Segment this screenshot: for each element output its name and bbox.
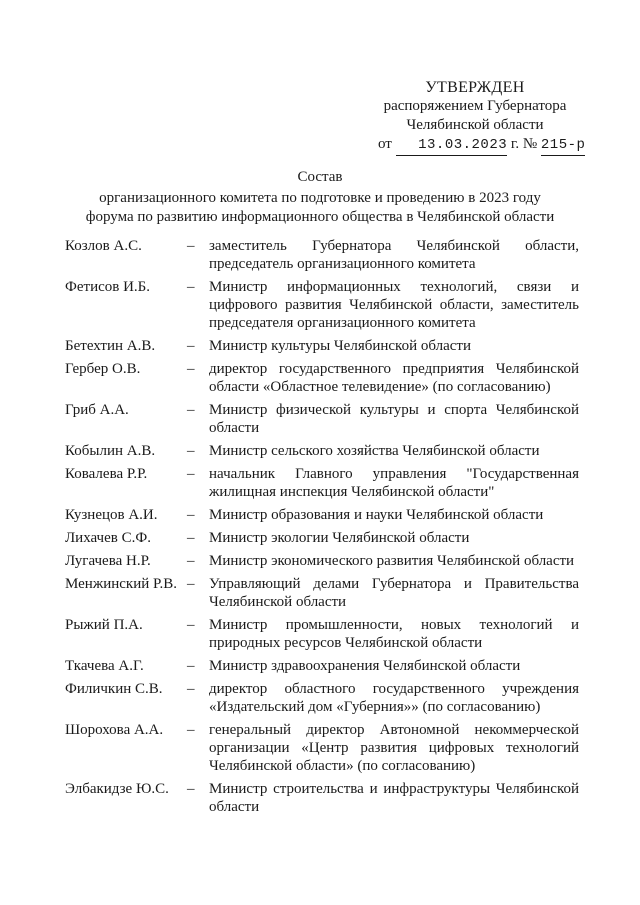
member-dash: – bbox=[187, 553, 195, 569]
member-name: Ковалева Р.Р. bbox=[65, 466, 148, 482]
member-dash: – bbox=[187, 658, 195, 674]
document-title: Состав bbox=[297, 169, 343, 185]
approval-title: УТВЕРЖДЕН bbox=[425, 79, 525, 96]
member-role: генеральный директор Автономной некоммерческой организации «Центр развития цифровых технологий Челябинской области» (по согласованию) bbox=[209, 722, 579, 774]
member-role: Министр экономического развития Челябинской области bbox=[209, 553, 575, 569]
member-row bbox=[65, 575, 579, 611]
member-role: Министр промышленности, новых технологий и природных ресурсов Челябинской области bbox=[209, 617, 579, 651]
member-role: заместитель Губернатора Челябинской области, председатель организационного комитета bbox=[209, 238, 579, 272]
approval-region: Челябинской области bbox=[406, 117, 544, 133]
date-value: 13.03.2023 bbox=[418, 137, 508, 153]
member-dash: – bbox=[187, 402, 195, 418]
approval-date-line bbox=[378, 135, 586, 156]
member-dash: – bbox=[187, 361, 195, 377]
member-dash: – bbox=[187, 507, 195, 523]
member-row bbox=[65, 360, 579, 396]
member-dash: – bbox=[187, 338, 195, 354]
member-role: Министр образования и науки Челябинской области bbox=[209, 507, 544, 523]
date-blank bbox=[396, 135, 508, 156]
member-row bbox=[65, 401, 579, 437]
member-name: Гриб А.А. bbox=[65, 402, 129, 418]
member-role: директор государственного предприятия Челябинской области «Областное телевидение» (по согласованию) bbox=[209, 361, 579, 395]
member-row bbox=[65, 442, 579, 460]
member-name: Кобылин А.В. bbox=[65, 443, 156, 459]
member-dash: – bbox=[187, 681, 195, 697]
member-row bbox=[65, 337, 579, 355]
member-name: Элбакидзе Ю.С. bbox=[65, 781, 169, 797]
member-dash: – bbox=[187, 238, 195, 254]
member-row bbox=[65, 721, 579, 775]
member-dash: – bbox=[187, 781, 195, 797]
member-name: Лугачева Н.Р. bbox=[65, 553, 151, 569]
member-row bbox=[65, 616, 579, 652]
member-role: Управляющий делами Губернатора и Правительства Челябинской области bbox=[209, 576, 579, 610]
member-row bbox=[65, 680, 579, 716]
member-row bbox=[65, 465, 579, 501]
member-dash: – bbox=[187, 722, 195, 738]
member-role: Министр строительства и инфраструктуры Челябинской области bbox=[209, 781, 579, 815]
member-name: Гербер О.В. bbox=[65, 361, 141, 377]
member-row bbox=[65, 506, 579, 524]
member-row bbox=[65, 237, 579, 273]
member-name: Ткачева А.Г. bbox=[65, 658, 144, 674]
member-dash: – bbox=[187, 617, 195, 633]
member-name: Фетисов И.Б. bbox=[65, 279, 151, 295]
member-name: Шорохова А.А. bbox=[65, 722, 164, 738]
member-row bbox=[65, 278, 579, 332]
member-role: Министр здравоохранения Челябинской области bbox=[209, 658, 521, 674]
order-number: 215-р bbox=[541, 136, 586, 156]
member-role: директор областного государственного учреждения «Издательский дом «Губерния»» (по согласованию) bbox=[209, 681, 579, 715]
member-name: Лихачев С.Ф. bbox=[65, 530, 151, 546]
member-name: Козлов А.С. bbox=[65, 238, 142, 254]
member-role: Министр экологии Челябинской области bbox=[209, 530, 470, 546]
heading-line-3: форума по развитию информационного общества в Челябинской области bbox=[85, 209, 555, 225]
member-role: Министр сельского хозяйства Челябинской области bbox=[209, 443, 540, 459]
member-row bbox=[65, 529, 579, 547]
member-name: Бетехтин А.В. bbox=[65, 338, 156, 354]
member-dash: – bbox=[187, 576, 195, 592]
member-row bbox=[65, 657, 579, 675]
member-name: Филичкин С.В. bbox=[65, 681, 163, 697]
member-dash: – bbox=[187, 466, 195, 482]
member-row bbox=[65, 552, 579, 570]
heading-line-2: организационного комитета по подготовке и проведению в 2023 году bbox=[99, 190, 541, 206]
member-name: Рыжий П.А. bbox=[65, 617, 143, 633]
member-role: Министр информационных технологий, связи и цифрового развития Челябинской области, заместитель председателя организационного комитета bbox=[209, 279, 579, 331]
member-name: Менжинский Р.В. bbox=[65, 576, 177, 592]
committee-members-list bbox=[65, 237, 579, 821]
member-row bbox=[65, 780, 579, 816]
document-heading bbox=[60, 168, 580, 227]
member-role: Министр физической культуры и спорта Челябинской области bbox=[209, 402, 579, 436]
approval-by: распоряжением Губернатора bbox=[383, 98, 567, 114]
member-name: Кузнецов А.И. bbox=[65, 507, 158, 523]
member-dash: – bbox=[187, 443, 195, 459]
approval-stamp bbox=[370, 78, 586, 156]
member-dash: – bbox=[187, 530, 195, 546]
date-suffix: г. № bbox=[510, 136, 538, 152]
member-role: Министр культуры Челябинской области bbox=[209, 338, 472, 354]
member-dash: – bbox=[187, 279, 195, 295]
member-role: начальник Главного управления "Государственная жилищная инспекция Челябинской области" bbox=[209, 466, 579, 500]
date-prefix: от bbox=[378, 136, 392, 152]
